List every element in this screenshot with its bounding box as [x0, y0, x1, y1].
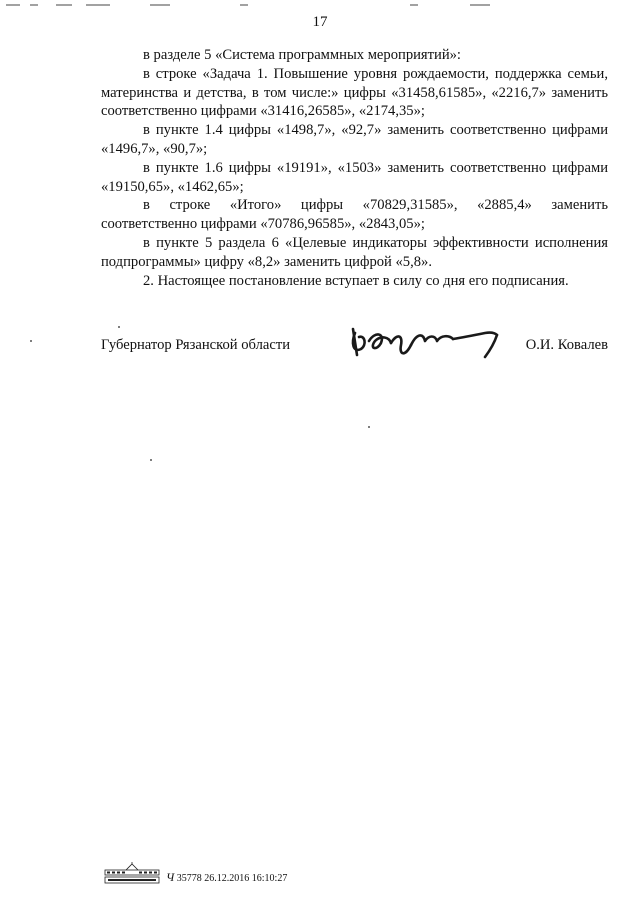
- page-number: 17: [312, 14, 328, 30]
- scan-speck: [118, 326, 120, 328]
- signatory-name: О.И. Ковалев: [525, 337, 608, 353]
- scan-speck: [30, 340, 32, 342]
- paragraph: в строке «Задача 1. Повышение уровня рождаемости, поддержка семьи, материнства и детства, в том числе:» цифры «31458,61585», «2216,7» заменить соответственно цифрами «31416,26585», «2174,35»;: [101, 65, 608, 120]
- handwritten-signature: [345, 321, 515, 361]
- document-body: [101, 46, 608, 290]
- signatory-position: Губернатор Рязанской области: [101, 337, 291, 353]
- paragraph: в строке «Итого» цифры «70829,31585», «2885,4» заменить соответственно цифрами «70786,96585», «2843,05»;: [101, 197, 608, 233]
- paragraph: в пункте 1.6 цифры «19191», «1503» заменить соответственно цифрами «19150,65», «1462,65»;: [101, 159, 608, 195]
- scan-speck: [368, 426, 370, 428]
- signature-block: [101, 333, 608, 357]
- paragraph: в разделе 5 «Система программных мероприятий»:: [143, 47, 461, 63]
- registry-stamp-icon: [104, 862, 160, 886]
- paragraph: 2. Настоящее постановление вступает в силу со дня его подписания.: [143, 272, 569, 289]
- registration-footer: [104, 862, 404, 888]
- scan-speck: [150, 459, 152, 461]
- paragraph: в пункте 1.4 цифры «1498,7», «92,7» заменить соответственно цифрами «1496,7», «90,7»;: [101, 122, 608, 157]
- registration-number: Ч 35778 26.12.2016 16:10:27: [166, 870, 288, 884]
- paragraph: в пункте 5 раздела 6 «Целевые индикаторы эффективности исполнения подпрограммы» цифру «8,2» заменить цифрой «5,8».: [101, 234, 608, 270]
- scan-edge-marks: [0, 0, 640, 8]
